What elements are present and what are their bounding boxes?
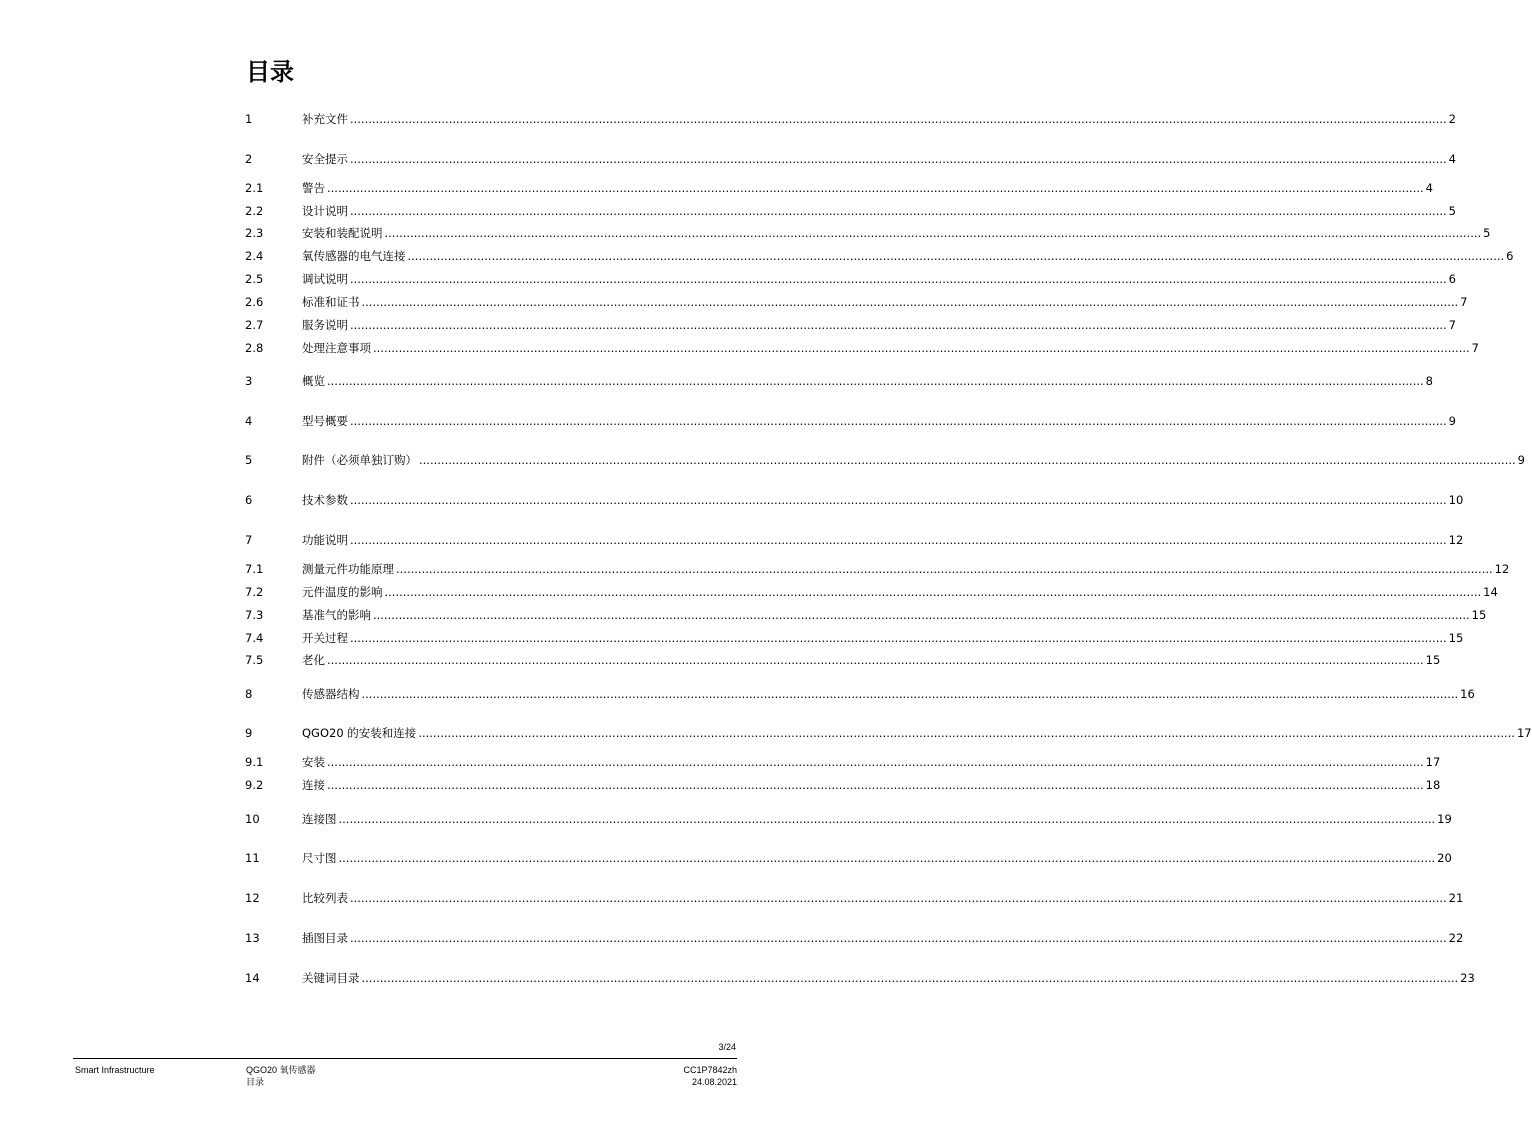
toc-row[interactable] — [245, 724, 1532, 740]
toc-row[interactable] — [245, 339, 1479, 355]
toc-row[interactable] — [245, 451, 1525, 467]
page-number: 3/24 — [718, 1042, 736, 1052]
toc-label: 插图目录 — [302, 931, 348, 945]
toc-page: 7 — [1460, 295, 1468, 309]
toc-leader: ............................................................................................................................................................................................................................................................................................................ — [327, 181, 1424, 195]
toc-number: 9.1 — [245, 755, 264, 769]
toc-number: 9.2 — [245, 778, 264, 792]
toc-leader: ............................................................................................................................................................................................................................................................................................................ — [396, 562, 1493, 576]
toc-label: 处理注意事项 — [302, 341, 371, 355]
toc-leader: ............................................................................................................................................................................................................................................................................................................ — [350, 493, 1447, 507]
toc-leader: ............................................................................................................................................................................................................................................................................................................ — [338, 812, 1436, 826]
toc-leader: ............................................................................................................................................................................................................................................................................................................ — [350, 414, 1447, 428]
toc-label: 警告 — [302, 181, 325, 195]
toc-row[interactable] — [245, 412, 1456, 428]
toc-leader: ............................................................................................................................................................................................................................................................................................................ — [350, 631, 1447, 645]
toc-row[interactable] — [245, 753, 1441, 769]
toc-page: 14 — [1483, 585, 1498, 599]
toc-page: 21 — [1448, 891, 1464, 905]
toc-page: 12 — [1494, 562, 1510, 576]
toc-row[interactable] — [245, 560, 1510, 576]
toc-leader: ............................................................................................................................................................................................................................................................................................................ — [373, 608, 1470, 622]
toc-number: 2.4 — [245, 249, 264, 263]
toc-row[interactable] — [245, 685, 1475, 701]
toc-label: 技术参数 — [302, 493, 348, 507]
toc-label: QGO20 的安装和连接 — [302, 726, 417, 740]
toc-label: 连接图 — [302, 812, 337, 826]
toc-row[interactable] — [245, 372, 1433, 388]
toc-page: 6 — [1506, 249, 1514, 263]
footer-product: QGO20 氧传感器 — [246, 1065, 316, 1075]
toc-number: 2.5 — [245, 272, 264, 286]
toc-number: 7 — [245, 533, 253, 547]
toc-label: 安全提示 — [302, 152, 348, 166]
toc-leader: ............................................................................................................................................................................................................................................................................................................ — [419, 453, 1516, 467]
toc-row[interactable] — [245, 606, 1487, 622]
toc-label: 关键词目录 — [302, 971, 360, 985]
footer-doc-id: CC1P7842zh — [683, 1065, 737, 1075]
toc-number: 14 — [245, 971, 260, 985]
toc-number: 7.3 — [245, 608, 264, 622]
toc-page: 22 — [1448, 931, 1464, 945]
toc-page: 5 — [1448, 204, 1456, 218]
toc-leader: ............................................................................................................................................................................................................................................................................................................ — [350, 112, 1447, 126]
toc-leader: ............................................................................................................................................................................................................................................................................................................ — [384, 585, 1482, 599]
toc-row[interactable] — [245, 849, 1452, 865]
toc-label: 附件（必须单独订购） — [302, 453, 417, 467]
toc-leader: ............................................................................................................................................................................................................................................................................................................ — [384, 226, 1482, 240]
toc-row[interactable] — [245, 929, 1464, 945]
footer-section: 目录 — [246, 1077, 265, 1087]
toc-label: 设计说明 — [302, 204, 348, 218]
toc-row[interactable] — [245, 316, 1456, 332]
toc-number: 9 — [245, 726, 253, 740]
toc-number: 12 — [245, 891, 260, 905]
toc-number: 2.3 — [245, 226, 264, 240]
toc-label: 概览 — [302, 374, 325, 388]
toc-page: 17 — [1516, 726, 1532, 740]
toc-label: 标准和证书 — [302, 295, 360, 309]
toc-number: 7.5 — [245, 653, 264, 667]
toc-number: 1 — [245, 112, 253, 126]
toc-number: 3 — [245, 374, 253, 388]
page-title: 目录 — [246, 58, 294, 86]
toc-leader: ............................................................................................................................................................................................................................................................................................................ — [373, 341, 1470, 355]
toc-number: 10 — [245, 812, 260, 826]
toc-label: 安装 — [302, 755, 325, 769]
toc-number: 7.4 — [245, 631, 264, 645]
toc-page: 6 — [1448, 272, 1456, 286]
toc-leader: ............................................................................................................................................................................................................................................................................................................ — [350, 533, 1447, 547]
toc-number: 2.1 — [245, 181, 264, 195]
toc-number: 6 — [245, 493, 253, 507]
footer-doc-block — [683, 1064, 737, 1088]
toc-page: 15 — [1425, 653, 1441, 667]
toc-row[interactable] — [245, 776, 1441, 792]
toc-leader: ............................................................................................................................................................................................................................................................................................................ — [407, 249, 1505, 263]
toc-row[interactable] — [245, 651, 1441, 667]
toc-number: 2.6 — [245, 295, 264, 309]
toc-label: 测量元件功能原理 — [302, 562, 394, 576]
toc-row[interactable] — [245, 224, 1491, 240]
toc-leader: ............................................................................................................................................................................................................................................................................................................ — [350, 891, 1447, 905]
toc-number: 2 — [245, 152, 253, 166]
toc-leader: ............................................................................................................................................................................................................................................................................................................ — [327, 653, 1424, 667]
toc-row[interactable] — [245, 202, 1456, 218]
toc-number: 5 — [245, 453, 253, 467]
toc-number: 2.2 — [245, 204, 264, 218]
toc-number: 7.1 — [245, 562, 264, 576]
toc-label: 功能说明 — [302, 533, 348, 547]
toc-leader: ............................................................................................................................................................................................................................................................................................................ — [350, 318, 1447, 332]
toc-number: 2.7 — [245, 318, 264, 332]
toc-leader: ............................................................................................................................................................................................................................................................................................................ — [327, 374, 1424, 388]
toc-label: 安装和装配说明 — [302, 226, 383, 240]
toc-page: 10 — [1448, 493, 1464, 507]
footer-date: 24.08.2021 — [691, 1077, 737, 1087]
toc-row[interactable] — [245, 270, 1456, 286]
toc-page: 16 — [1460, 687, 1475, 701]
toc-row[interactable] — [245, 179, 1433, 195]
toc-page: 2 — [1448, 112, 1456, 126]
toc-label: 服务说明 — [302, 318, 348, 332]
toc-page: 7 — [1471, 341, 1479, 355]
toc-page: 7 — [1448, 318, 1456, 332]
toc-label: 元件温度的影响 — [302, 585, 383, 599]
toc-number: 13 — [245, 931, 260, 945]
toc-label: 补充文件 — [302, 112, 348, 126]
toc-label: 基准气的影响 — [302, 608, 371, 622]
toc-row[interactable] — [245, 810, 1452, 826]
toc-leader: ............................................................................................................................................................................................................................................................................................................ — [418, 726, 1515, 740]
toc-leader: ............................................................................................................................................................................................................................................................................................................ — [361, 295, 1459, 309]
toc-number: 2.8 — [245, 341, 264, 355]
toc-page: 9 — [1448, 414, 1456, 428]
toc-page: 17 — [1425, 755, 1441, 769]
toc-label: 连接 — [302, 778, 325, 792]
toc-leader: ............................................................................................................................................................................................................................................................................................................ — [361, 687, 1459, 701]
toc-page: 19 — [1437, 812, 1452, 826]
toc-page: 5 — [1483, 226, 1491, 240]
toc-label: 氧传感器的电气连接 — [302, 249, 406, 263]
toc-page: 4 — [1448, 152, 1456, 166]
toc-row[interactable] — [245, 110, 1456, 126]
toc-page: 18 — [1425, 778, 1441, 792]
toc-leader: ............................................................................................................................................................................................................................................................................................................ — [361, 971, 1459, 985]
toc-leader: ............................................................................................................................................................................................................................................................................................................ — [350, 931, 1447, 945]
toc-number: 11 — [245, 851, 260, 865]
toc-page: 15 — [1448, 631, 1464, 645]
toc-leader: ............................................................................................................................................................................................................................................................................................................ — [350, 272, 1447, 286]
toc-page: 4 — [1425, 181, 1433, 195]
toc-row[interactable] — [245, 583, 1498, 599]
toc-page: 15 — [1471, 608, 1487, 622]
toc-row[interactable] — [245, 969, 1475, 985]
toc-row[interactable] — [245, 293, 1468, 309]
toc-leader: ............................................................................................................................................................................................................................................................................................................ — [338, 851, 1436, 865]
toc-label: 开关过程 — [302, 631, 348, 645]
toc-row[interactable] — [245, 150, 1456, 166]
toc-label: 传感器结构 — [302, 687, 360, 701]
footer-product-block — [246, 1064, 316, 1088]
toc-number: 4 — [245, 414, 253, 428]
toc-label: 型号概要 — [302, 414, 348, 428]
toc-leader: ............................................................................................................................................................................................................................................................................................................ — [350, 204, 1447, 218]
footer-divider — [73, 1058, 737, 1059]
toc-number: 8 — [245, 687, 253, 701]
toc-row[interactable] — [245, 491, 1464, 507]
toc-row[interactable] — [245, 889, 1464, 905]
footer-company: Smart Infrastructure — [75, 1065, 155, 1075]
toc-label: 尺寸图 — [302, 851, 337, 865]
toc-page: 8 — [1425, 374, 1433, 388]
toc-row[interactable] — [245, 531, 1464, 547]
toc-page: 23 — [1460, 971, 1475, 985]
toc-leader: ............................................................................................................................................................................................................................................................................................................ — [327, 778, 1424, 792]
toc-leader: ............................................................................................................................................................................................................................................................................................................ — [327, 755, 1424, 769]
toc-page: 9 — [1517, 453, 1525, 467]
toc-row[interactable] — [245, 247, 1514, 263]
toc-page: 12 — [1448, 533, 1464, 547]
toc-row[interactable] — [245, 629, 1464, 645]
toc-number: 7.2 — [245, 585, 264, 599]
toc-leader: ............................................................................................................................................................................................................................................................................................................ — [350, 152, 1447, 166]
toc-label: 调试说明 — [302, 272, 348, 286]
toc-label: 老化 — [302, 653, 325, 667]
toc-page: 20 — [1437, 851, 1452, 865]
toc-label: 比较列表 — [302, 891, 348, 905]
